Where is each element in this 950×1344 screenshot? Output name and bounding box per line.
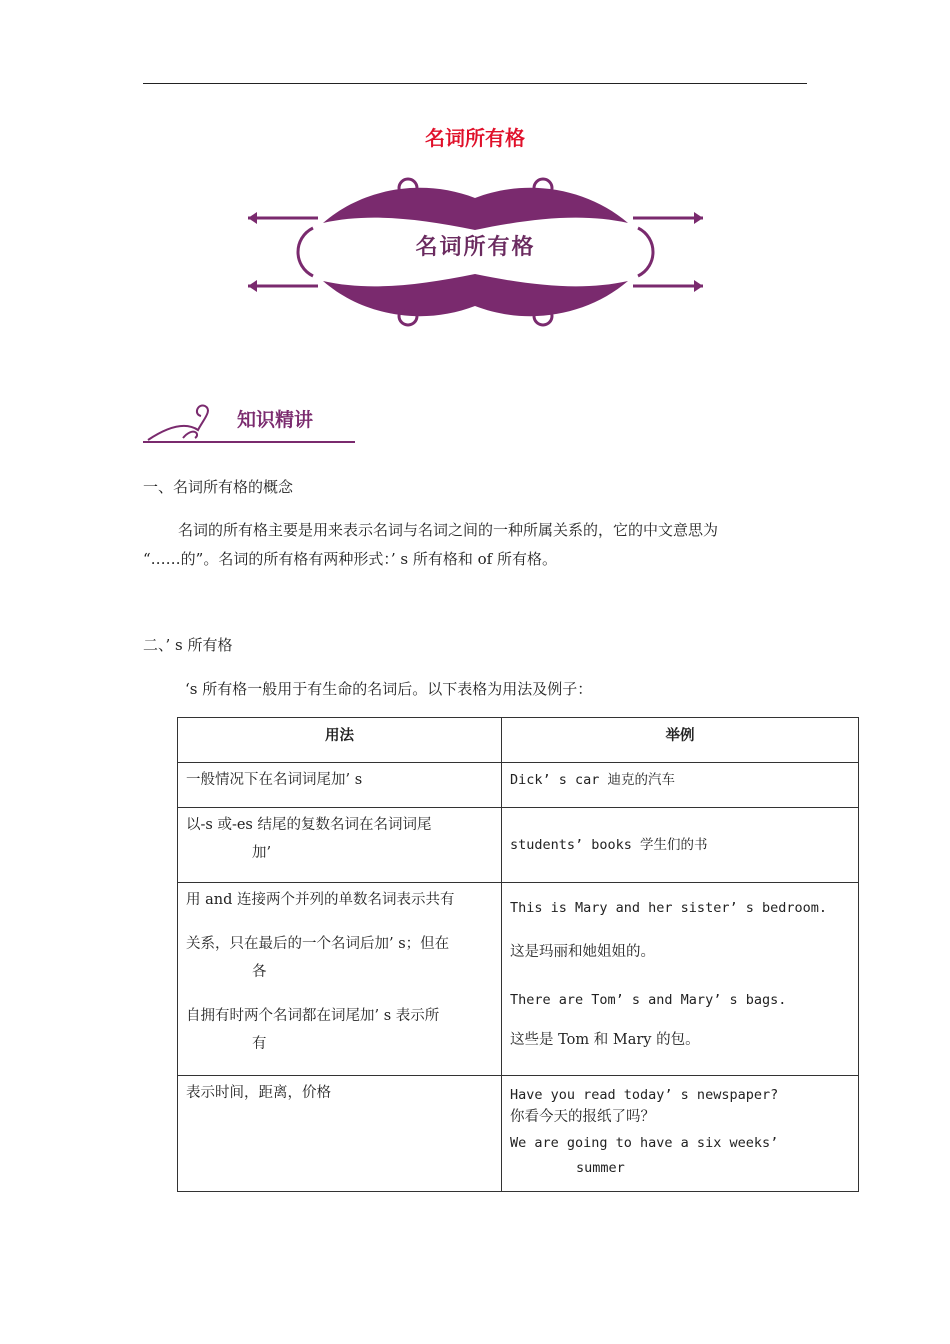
usage-table [177, 717, 859, 1192]
example-text: Have you read today’ s newspaper? [510, 1087, 779, 1103]
usage-text: 加’ [252, 845, 272, 861]
heading-concept: 一、名词所有格的概念 [143, 478, 294, 496]
example-text: There are Tom’ s and Mary’ s bags. [510, 992, 787, 1008]
example-text: We are going to have a six weeks’ [510, 1135, 779, 1151]
table-row [178, 883, 859, 1076]
usage-text: 用 and 连接两个并列的单数名词表示共有 [186, 892, 455, 908]
table-row [178, 1076, 859, 1192]
table-row [178, 763, 859, 808]
section-header-title: 知识精讲 [237, 409, 314, 431]
example-cell [502, 763, 859, 808]
heading-s-possessive: 二、’ s 所有格 [143, 636, 233, 654]
example-cell [502, 883, 859, 1076]
usage-text: 各 [252, 964, 267, 980]
usage-cell [178, 808, 502, 883]
example-text: This is Mary and her sister’ s bedroom. [510, 900, 827, 916]
usage-cell [178, 763, 502, 808]
example-cell [502, 1076, 859, 1192]
example-cell [502, 808, 859, 883]
example-text: 这些是 Tom 和 Mary 的包。 [510, 1032, 700, 1048]
usage-text: 以-s 或-es 结尾的复数名词在名词词尾 [186, 817, 432, 833]
usage-cell [178, 1076, 502, 1192]
column-header-example: 举例 [502, 718, 859, 763]
table-header-row [178, 718, 859, 763]
usage-text: 关系，只在最后的一个名词后加’ s；但在 [186, 936, 450, 952]
paragraph-concept-line1: 名词的所有格主要是用来表示名词与名词之间的一种所属关系的，它的中文意思为 [178, 521, 719, 539]
document-title: 名词所有格 [425, 126, 525, 150]
usage-text: 自拥有时两个名词都在词尾加’ s 表示所 [186, 1008, 440, 1024]
header-rule [143, 83, 807, 84]
table-row [178, 808, 859, 883]
banner-title: 名词所有格 [415, 234, 536, 260]
example-text: students’ books 学生们的书 [510, 837, 708, 853]
usage-text: 有 [252, 1036, 267, 1052]
usage-cell [178, 883, 502, 1076]
usage-text: 一般情况下在名词词尾加’ s [186, 772, 363, 788]
example-text: Dick’ s car 迪克的汽车 [510, 772, 676, 788]
paragraph-concept-line2: “……的”。名词的所有格有两种形式：’ s 所有格和 of 所有格。 [143, 550, 557, 568]
example-text: summer [576, 1160, 625, 1176]
column-header-usage: 用法 [178, 718, 502, 763]
example-text: 这是玛丽和她姐姐的。 [510, 944, 655, 960]
example-text: 你看今天的报纸了吗？ [510, 1109, 655, 1125]
intro-s-possessive: ‘s 所有格一般用于有生命的名词后。以下表格为用法及例子： [185, 680, 593, 698]
usage-text: 表示时间，距离，价格 [186, 1085, 331, 1101]
